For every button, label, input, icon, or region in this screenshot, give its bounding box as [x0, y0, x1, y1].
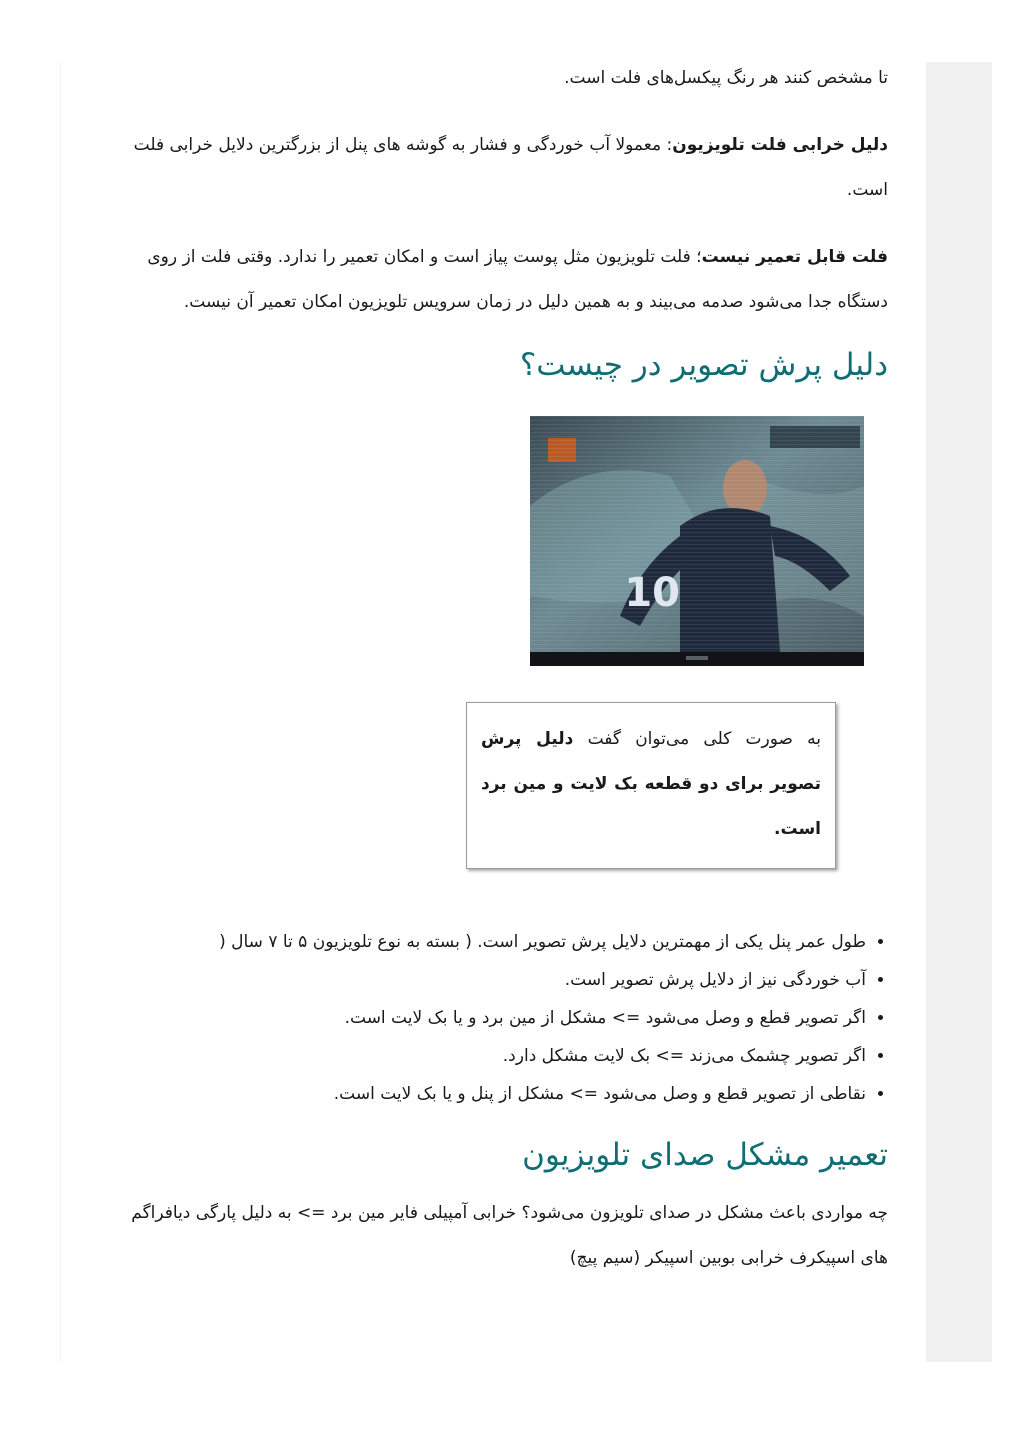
cause-separator: : [661, 135, 673, 155]
flicker-causes-list [100, 923, 888, 1113]
repair-paragraph [100, 235, 888, 325]
tv-screen-photo [530, 416, 864, 666]
list-item: • طول عمر پنل یکی از مهمترین دلایل پرش تصویر است. ( بسته به نوع تلویزیون ۵ تا ۷ سال ( [100, 923, 866, 961]
sound-paragraph: چه مواردی باعث مشکل در صدای تلویزون می‌شود؟ خرابی آمپیلی فایر مین برد => به دلیل پارگی دیافراگم های اسپیکرف خرابی بوبین اسپیکر (سیم پیچ) [131, 1203, 888, 1268]
list-item: • اگر تصویر چشمک می‌زند => بک لایت مشکل دارد. [100, 1037, 866, 1075]
callout-bold: دلیل پرش تصویر برای دو قطعه بک لایت و مین برد است. [481, 729, 821, 839]
cause-label: دلیل خرابی فلت تلویزیون [672, 135, 888, 155]
content-left-border [60, 62, 61, 1362]
article-body [100, 62, 888, 1281]
list-item: • آب خوردگی نیز از دلایل پرش تصویر است. [100, 961, 866, 999]
list-item: • نقاطی از تصویر قطع و وصل می‌شود => مشکل از پنل و یا بک لایت است. [100, 1075, 866, 1113]
intro-paragraph: تا مشخص کنند هر رنگ پیکسل‌های فلت است. [564, 68, 888, 88]
repair-text: فلت تلویزیون مثل پوست پیاز است و امکان تعمیر را ندارد. وقتی فلت از روی دستگاه جدا می‌شود صدمه می‌بیند و به همین دلیل در زمان سرویس تلویزیون امکان تعمیر آن نیست. [147, 247, 888, 312]
repair-separator: ؛ [690, 247, 702, 267]
heading-sound-repair: تعمیر مشکل صدای تلویزیون [522, 1137, 888, 1173]
callout-prefix: به صورت کلی می‌توان گفت [573, 729, 821, 749]
callout-container [100, 702, 888, 867]
repair-label: فلت قابل تعمیر نیست [701, 247, 888, 267]
cause-paragraph [100, 123, 888, 213]
heading-flicker: دلیل پرش تصویر در چیست؟ [519, 347, 888, 383]
list-item: • اگر تصویر قطع و وصل می‌شود => مشکل از مین برد و یا بک لایت است. [100, 999, 866, 1037]
sidebar-panel [926, 62, 992, 1362]
callout-box [466, 702, 836, 869]
figure-container [100, 416, 888, 666]
cause-text: معمولا آب خوردگی و فشار به گوشه های پنل از بزرگترین دلایل خرابی فلت است. [133, 135, 888, 200]
tv-photo-illustration [530, 416, 864, 666]
